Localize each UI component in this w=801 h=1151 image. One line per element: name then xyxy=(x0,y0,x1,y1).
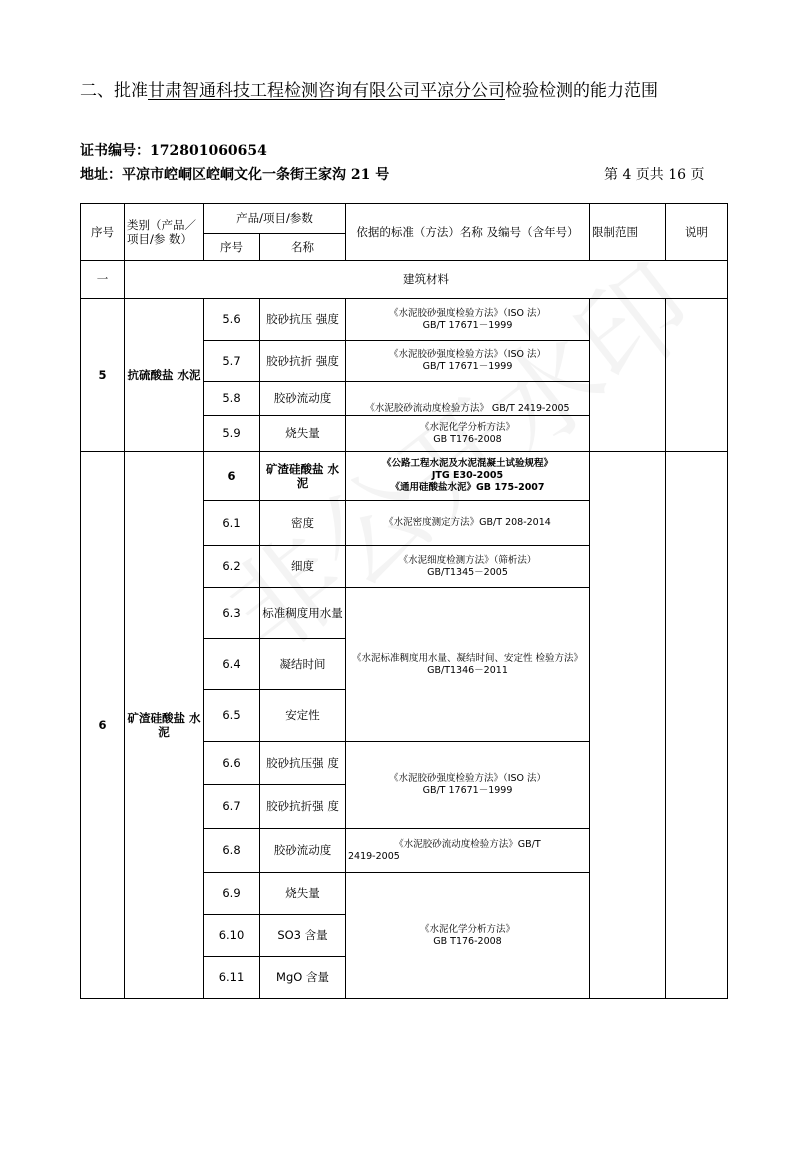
section-row xyxy=(81,261,728,299)
row-standard xyxy=(346,588,590,742)
row-no: 6.3 xyxy=(204,588,260,639)
std-line: 《水泥胶砂强度检验方法》（ISO 法） xyxy=(388,349,547,361)
header-seq: 序号 xyxy=(81,204,125,261)
header-category: 类别（产品／项目/参 数） xyxy=(125,204,204,261)
header-sub-seq: 序号 xyxy=(204,234,260,261)
row-standard xyxy=(346,416,590,452)
std-line: 《水泥胶砂流动度检验方法》GB/T xyxy=(394,838,541,850)
row-name: 胶砂流动度 xyxy=(260,829,346,873)
address-label: 地址： xyxy=(80,167,122,183)
row-no: 6.10 xyxy=(204,915,260,957)
row-no: 6.9 xyxy=(204,873,260,915)
heading-prefix: 二、批准 xyxy=(80,81,148,101)
cert-value: 172801060654 xyxy=(150,143,267,159)
group5-category: 抗硫酸盐 水泥 xyxy=(125,299,204,452)
row-name: 烧失量 xyxy=(260,416,346,452)
std-line: GB/T 17671－1999 xyxy=(422,319,513,331)
row-no: 6 xyxy=(204,452,260,501)
header-standard: 依据的标准（方法）名称 及编号（含年号） xyxy=(346,204,590,261)
group6-category: 矿渣硅酸盐 水泥 xyxy=(125,452,204,999)
address xyxy=(80,164,389,184)
std-line: JTG E30-2005 xyxy=(431,470,504,482)
capability-table xyxy=(80,203,728,999)
std-line: 《水泥胶砂强度检验方法》（ISO 法） xyxy=(388,773,547,785)
row-name: MgO 含量 xyxy=(260,957,346,999)
std-line: 《水泥标准稠度用水量、凝结时间、安定性 检验方法》 xyxy=(351,652,584,664)
row-standard: 《水泥密度测定方法》GB/T 208-2014 xyxy=(346,501,590,546)
page-info: 第 4 页共 16 页 xyxy=(604,167,705,183)
row-standard xyxy=(346,341,590,382)
header-limit: 限制范围 xyxy=(590,204,666,261)
row-name: 烧失量 xyxy=(260,873,346,915)
row-no: 6.11 xyxy=(204,957,260,999)
std-line: GB/T1346－2011 xyxy=(427,664,508,676)
group6-limit xyxy=(590,452,666,999)
row-standard xyxy=(346,452,590,501)
row-standard xyxy=(346,546,590,588)
std-line: GB T176-2008 xyxy=(433,935,502,947)
std-line: GB/T 17671－1999 xyxy=(422,361,513,372)
heading-org: 甘肃智通科技工程检测咨询有限公司平凉分公司 xyxy=(148,81,505,101)
row-no: 5.9 xyxy=(204,416,260,452)
header-remark: 说明 xyxy=(666,204,728,261)
std-line: 《通用硅酸盐水泥》GB 175-2007 xyxy=(390,481,545,493)
std-line: GB/T 17671－1999 xyxy=(422,785,513,796)
row-name: 细度 xyxy=(260,546,346,588)
group5-limit xyxy=(590,299,666,452)
section-title: 建筑材料 xyxy=(125,261,728,299)
header-product-group: 产品/项目/参数 xyxy=(204,204,346,234)
row-no: 6.4 xyxy=(204,639,260,690)
std-line: 《水泥胶砂强度检验方法》（ISO 法） xyxy=(388,307,547,319)
row-standard xyxy=(346,873,590,999)
std-line: GB/T1345－2005 xyxy=(427,566,508,578)
row-no: 6.2 xyxy=(204,546,260,588)
std-line: 《公路工程水泥及水泥混凝土试验规程》 xyxy=(381,458,553,470)
row-name: SO3 含量 xyxy=(260,915,346,957)
section-seq: 一 xyxy=(81,261,125,299)
row-no: 6.1 xyxy=(204,501,260,546)
row-no: 6.8 xyxy=(204,829,260,873)
row-name: 胶砂抗折 强度 xyxy=(260,341,346,382)
row-no: 6.5 xyxy=(204,690,260,742)
row-no: 5.8 xyxy=(204,382,260,416)
group6-seq: 6 xyxy=(81,452,125,999)
group6-remark xyxy=(666,452,728,999)
certificate-number xyxy=(80,140,267,160)
std-line: 《水泥细度检测方法》（筛析法） xyxy=(398,554,537,566)
row-standard xyxy=(346,299,590,341)
row-no: 5.7 xyxy=(204,341,260,382)
heading-suffix: 检验检测的能力范围 xyxy=(505,81,658,101)
row-name: 胶砂抗压强 度 xyxy=(260,742,346,785)
table-row xyxy=(81,299,728,341)
group5-seq: 5 xyxy=(81,299,125,452)
row-standard xyxy=(346,742,590,829)
group5-remark xyxy=(666,299,728,452)
row-name: 矿渣硅酸盐 水泥 xyxy=(260,452,346,501)
row-name: 胶砂流动度 xyxy=(260,382,346,416)
std-line: 《水泥化学分析方法》 xyxy=(419,421,515,433)
address-value: 平凉市崆峒区崆峒文化一条街王家沟 21 号 xyxy=(122,167,390,183)
cert-label: 证书编号： xyxy=(80,143,150,159)
table-row xyxy=(81,452,728,501)
page-heading xyxy=(80,76,730,101)
row-name: 密度 xyxy=(260,501,346,546)
std-line: 《水泥化学分析方法》 xyxy=(419,923,515,935)
row-standard: 《水泥胶砂流动度检验方法》 GB/T 2419-2005 xyxy=(346,382,590,416)
row-no: 5.6 xyxy=(204,299,260,341)
row-no: 6.6 xyxy=(204,742,260,785)
row-name: 安定性 xyxy=(260,690,346,742)
std-line: 2419-2005 xyxy=(348,850,400,862)
row-name: 凝结时间 xyxy=(260,639,346,690)
std-line: GB T176-2008 xyxy=(433,433,502,445)
row-no: 6.7 xyxy=(204,785,260,829)
row-name: 标准稠度用水量 xyxy=(260,588,346,639)
table-header-row xyxy=(81,204,728,234)
header-name: 名称 xyxy=(260,234,346,261)
row-standard xyxy=(346,829,590,873)
row-name: 胶砂抗折强 度 xyxy=(260,785,346,829)
row-name: 胶砂抗压 强度 xyxy=(260,299,346,341)
